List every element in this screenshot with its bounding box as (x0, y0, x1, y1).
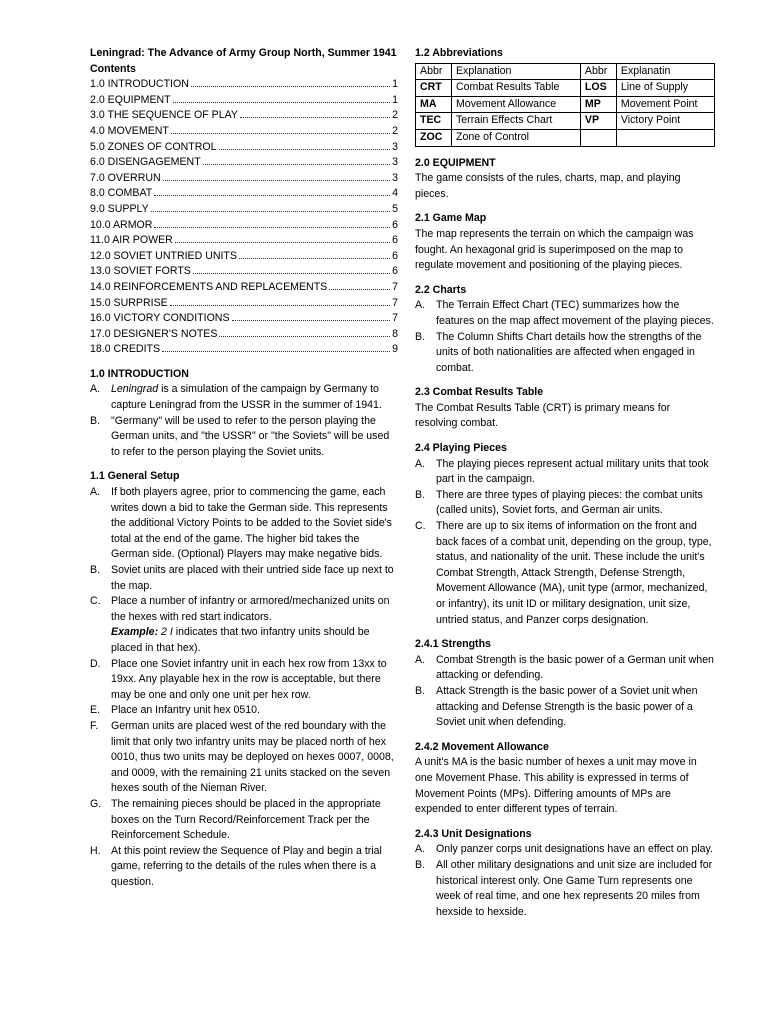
abbr-cell (580, 129, 616, 146)
toc-entry[interactable] (90, 218, 398, 234)
item-text: Place a number of infantry or armored/mechanized units on the hexes with red start indicators. (111, 595, 390, 623)
item-letter: C. (415, 520, 426, 533)
toc-leader (232, 320, 391, 321)
item-letter: A. (90, 486, 101, 499)
charts-heading: 2.2 Charts (415, 283, 467, 296)
list-item (90, 414, 398, 461)
list-item (90, 485, 398, 563)
toc-page-number: 2 (392, 124, 398, 137)
item-letter: E. (90, 704, 101, 717)
intro-list (90, 382, 398, 460)
left-column (90, 46, 398, 890)
abbr-cell: VP (580, 113, 616, 130)
abbr-cell: LOS (580, 80, 616, 97)
toc-entry[interactable] (90, 233, 398, 249)
toc-label: 5.0 ZONES OF CONTROL (90, 140, 217, 153)
toc-label: 11.0 AIR POWER (90, 234, 173, 247)
list-item (415, 457, 715, 488)
item-letter: B. (90, 414, 101, 427)
toc-leader (175, 242, 390, 243)
toc-entry[interactable] (90, 171, 398, 187)
table-row (416, 96, 715, 113)
list-item (415, 684, 715, 731)
item-letter: B. (415, 488, 426, 501)
item-letter: C. (90, 595, 101, 608)
toc-page-number: 7 (392, 296, 398, 309)
document-title: Leningrad: The Advance of Army Group North, Summer 1941 (90, 47, 397, 59)
item-letter: B. (415, 330, 426, 343)
item-text: At this point review the Sequence of Play and begin a trial game, referring to the details of the rules when there is a question. (111, 844, 382, 888)
toc-entry[interactable] (90, 311, 398, 327)
toc-page-number: 2 (392, 109, 398, 122)
item-text: The remaining pieces should be placed in the appropriate boxes on the Turn Record/Reinforcement Track per the Reinforcement Schedule. (111, 797, 381, 842)
toc-entry[interactable] (90, 93, 398, 109)
table-row (416, 80, 715, 97)
toc-leader (191, 86, 390, 87)
abbreviations-table (415, 63, 715, 147)
toc-leader (154, 227, 390, 228)
toc-page-number: 1 (392, 93, 398, 106)
abbreviations-heading: 1.2 Abbreviations (415, 47, 503, 59)
item-letter: A. (415, 299, 426, 312)
example-emphasis: 2 I (158, 626, 173, 639)
toc-label: 10.0 ARMOR (90, 218, 153, 231)
column-header: Abbr (580, 63, 616, 80)
table-row (416, 113, 715, 130)
toc-page-number: 9 (392, 343, 398, 356)
toc-entry[interactable] (90, 140, 398, 156)
list-item (90, 797, 398, 844)
toc-page-number: 4 (392, 187, 398, 200)
item-text: The Terrain Effect Chart (TEC) summarizes how the features on the map affect movement of the playing pieces. (436, 299, 714, 327)
strengths-list (415, 653, 715, 731)
toc-label: 18.0 CREDITS (90, 343, 161, 356)
explanation-cell: Zone of Control (451, 129, 580, 146)
toc-leader (239, 258, 390, 259)
example-text: indicates that two infantry units should be placed in that hex). (111, 626, 370, 654)
toc-entry[interactable] (90, 186, 398, 202)
item-letter: H. (90, 844, 101, 857)
game-map-text: The map represents the terrain on which the campaign was fought. An hexagonal grid is superimposed on the map to regulate movement and positioning of the playing pieces. (415, 227, 694, 272)
toc-leader (170, 305, 390, 306)
example-note (90, 625, 398, 656)
list-item (415, 842, 715, 858)
crt-heading: 2.3 Combat Results Table (415, 386, 544, 399)
item-letter: A. (415, 653, 426, 666)
toc-page-number: 6 (392, 265, 398, 278)
toc-leader (163, 180, 390, 181)
toc-leader (151, 211, 390, 212)
toc-page-number: 1 (392, 78, 398, 91)
toc-leader (173, 102, 390, 103)
explanation-cell: Terrain Effects Chart (451, 113, 580, 130)
item-text (111, 382, 398, 413)
abbr-cell: TEC (416, 113, 452, 130)
toc-entry[interactable] (90, 264, 398, 280)
toc-leader (162, 351, 390, 352)
toc-leader (193, 273, 390, 274)
list-item (415, 488, 715, 519)
toc-label: 3.0 THE SEQUENCE OF PLAY (90, 109, 238, 122)
toc-leader (203, 164, 390, 165)
toc-page-number: 6 (392, 249, 398, 262)
movement-allowance-heading: 2.4.2 Movement Allowance (415, 740, 549, 753)
intro-heading: 1.0 INTRODUCTION (90, 367, 189, 380)
abbr-cell: ZOC (416, 129, 452, 146)
item-letter: D. (90, 657, 101, 670)
toc-page-number: 3 (392, 156, 398, 169)
toc-label: 15.0 SURPRISE (90, 296, 168, 309)
explanation-cell (616, 129, 714, 146)
item-text: Place one Soviet infantry unit in each hex row from 13xx to 19xx. Any playable hex in the row is acceptable, but there may be one and only one unit per hex row. (111, 657, 387, 701)
item-text: Place an Infantry unit hex 0510. (111, 704, 261, 717)
list-item (415, 653, 715, 684)
crt-text: The Combat Results Table (CRT) is primary means for resolving combat. (415, 401, 671, 430)
pieces-list (415, 457, 715, 629)
movement-allowance-text: A unit's MA is the basic number of hexes a unit may move in one Movement Phase. This ability is expressed in terms of Movement Points (MPs). Differing amounts of MPs are expended to enter different types of terrain. (415, 756, 697, 816)
list-item (415, 330, 715, 377)
toc-entry[interactable] (90, 202, 398, 218)
toc-label: 8.0 COMBAT (90, 187, 153, 200)
item-text: Soviet units are placed with their untried side face up next to the map. (111, 564, 394, 592)
item-text: Only panzer corps unit designations have an effect on play. (436, 843, 713, 856)
toc-leader (219, 336, 390, 337)
abbr-cell: MP (580, 96, 616, 113)
item-letter: B. (415, 858, 426, 871)
item-text: German units are placed west of the red boundary with the limit that only two infantry units may be placed north of hex 0010, thus two units may be deployed on hexes 0007, 0008, and 0009, with the remaining 21 units stacked on the seven hexes south of the Nieman River. (111, 719, 394, 795)
toc-page-number: 8 (392, 327, 398, 340)
item-letter: F. (90, 719, 99, 732)
list-item (415, 858, 715, 920)
toc-label: 6.0 DISENGAGEMENT (90, 156, 201, 169)
toc-entry[interactable] (90, 327, 398, 343)
list-item (90, 657, 398, 704)
toc-label: 17.0 DESIGNER'S NOTES (90, 327, 218, 340)
pieces-heading: 2.4 Playing Pieces (415, 442, 507, 455)
unit-designations-heading: 2.4.3 Unit Designations (415, 827, 532, 840)
item-text: Combat Strength is the basic power of a German unit when attacking or defending. (436, 653, 714, 682)
abbr-cell: MA (416, 96, 452, 113)
toc-entry[interactable] (90, 124, 398, 140)
toc-page-number: 7 (392, 312, 398, 325)
toc-page-number: 3 (392, 140, 398, 153)
toc-leader (154, 195, 390, 196)
toc-entry[interactable] (90, 108, 398, 124)
item-text: The playing pieces represent actual military units that took part in the campaign. (436, 457, 709, 486)
toc-entry[interactable] (90, 77, 398, 93)
item-text: Attack Strength is the basic power of a Soviet unit when attacking and Defense Strength is the basic power of a Soviet unit when defending. (436, 684, 698, 729)
list-item (415, 519, 715, 628)
item-letter: A. (415, 843, 426, 856)
toc-label: 12.0 SOVIET UNTRIED UNITS (90, 249, 237, 262)
right-column (415, 46, 715, 920)
column-header: Explanatin (616, 63, 714, 80)
toc-entry[interactable] (90, 155, 398, 171)
item-text: All other military designations and unit size are included for historical interest only. One Game Turn represents one week of real time, and one hex represents 20 miles from hexside to hexside. (436, 858, 713, 918)
game-title-emphasis: Leningrad (111, 383, 159, 396)
setup-heading: 1.1 General Setup (90, 470, 180, 483)
contents-heading: Contents (90, 62, 136, 75)
explanation-cell: Line of Supply (616, 80, 714, 97)
toc-label: 4.0 MOVEMENT (90, 124, 169, 137)
toc-entry[interactable] (90, 296, 398, 312)
charts-list (415, 298, 715, 376)
setup-list (90, 485, 398, 890)
toc-label: 14.0 REINFORCEMENTS AND REPLACEMENTS (90, 280, 328, 293)
toc-label: 13.0 SOVIET FORTS (90, 265, 191, 278)
table-header-row (416, 63, 715, 80)
column-header: Abbr (416, 63, 452, 80)
toc-page-number: 6 (392, 218, 398, 231)
item-text: The Column Shifts Chart details how the strengths of the units of both nationalities are affected when engaged in combat. (436, 330, 702, 374)
explanation-cell: Combat Results Table (451, 80, 580, 97)
toc-leader (240, 117, 390, 118)
designations-list (415, 842, 715, 920)
list-item (90, 563, 398, 594)
toc-label: 16.0 VICTORY CONDITIONS (90, 312, 230, 325)
explanation-cell: Victory Point (616, 113, 714, 130)
toc-label: 2.0 EQUIPMENT (90, 93, 171, 106)
item-text: There are three types of playing pieces: the combat units (called units), Soviet forts, and German air units. (436, 488, 703, 517)
item-letter: B. (415, 684, 426, 697)
item-text: If both players agree, prior to commencing the game, each writes down a bid to take the German side. This represents the additional Victory Points to be added to the Soviet side's total at the end of the game. The higher bid takes the German side. (Optional) Players may make negative bids. (111, 486, 392, 561)
list-item (90, 382, 398, 413)
list-item (90, 719, 398, 797)
list-item (415, 298, 715, 329)
equipment-text: The game consists of the rules, charts, map, and playing pieces. (415, 172, 681, 200)
toc-leader (219, 149, 391, 150)
item-letter: B. (90, 564, 101, 576)
toc-page-number: 5 (392, 202, 398, 215)
strengths-heading: 2.4.1 Strengths (415, 638, 491, 651)
toc-leader (329, 289, 390, 290)
item-letter: G. (90, 797, 102, 810)
explanation-cell: Movement Allowance (451, 96, 580, 113)
equipment-heading: 2.0 EQUIPMENT (415, 156, 496, 169)
toc-label: 1.0 INTRODUCTION (90, 78, 189, 91)
example-label: Example: (111, 626, 159, 639)
toc-page-number: 6 (392, 234, 398, 247)
item-text: There are up to six items of information on the front and back faces of a combat unit, depending on the group, type, status, and nationality of the unit. These include the unit's Combat Strength, Attack Strength, Defense Strength, Movement Allowance (MA), unit type (armor, mechanized, or infantry), its unit ID or military designation, unit size, untried status, and Panzer corps designation. (436, 520, 712, 626)
table-row (416, 129, 715, 146)
toc-label: 7.0 OVERRUN (90, 171, 161, 184)
toc-entry[interactable] (90, 342, 398, 358)
list-item (90, 844, 398, 891)
column-header: Explanation (451, 63, 580, 80)
item-text: "Germany" will be used to refer to the person playing the German units, and "the USSR" or "the Soviets" will be used to refer to the person playing the Soviet units. (111, 414, 390, 458)
table-of-contents (90, 77, 398, 358)
toc-page-number: 7 (392, 280, 398, 293)
toc-entry[interactable] (90, 280, 398, 296)
item-letter: A. (415, 457, 426, 470)
abbr-cell: CRT (416, 80, 452, 97)
list-item (90, 594, 398, 625)
toc-entry[interactable] (90, 249, 398, 265)
item-letter: A. (90, 383, 101, 396)
explanation-cell: Movement Point (616, 96, 714, 113)
intro-a-text: is a simulation of the campaign by Germany to capture Leningrad from the USSR in the summer of 1941. (111, 383, 382, 412)
toc-leader (171, 133, 390, 134)
list-item (90, 703, 398, 719)
toc-label: 9.0 SUPPLY (90, 202, 149, 215)
game-map-heading: 2.1 Game Map (415, 212, 487, 225)
toc-page-number: 3 (392, 171, 398, 184)
